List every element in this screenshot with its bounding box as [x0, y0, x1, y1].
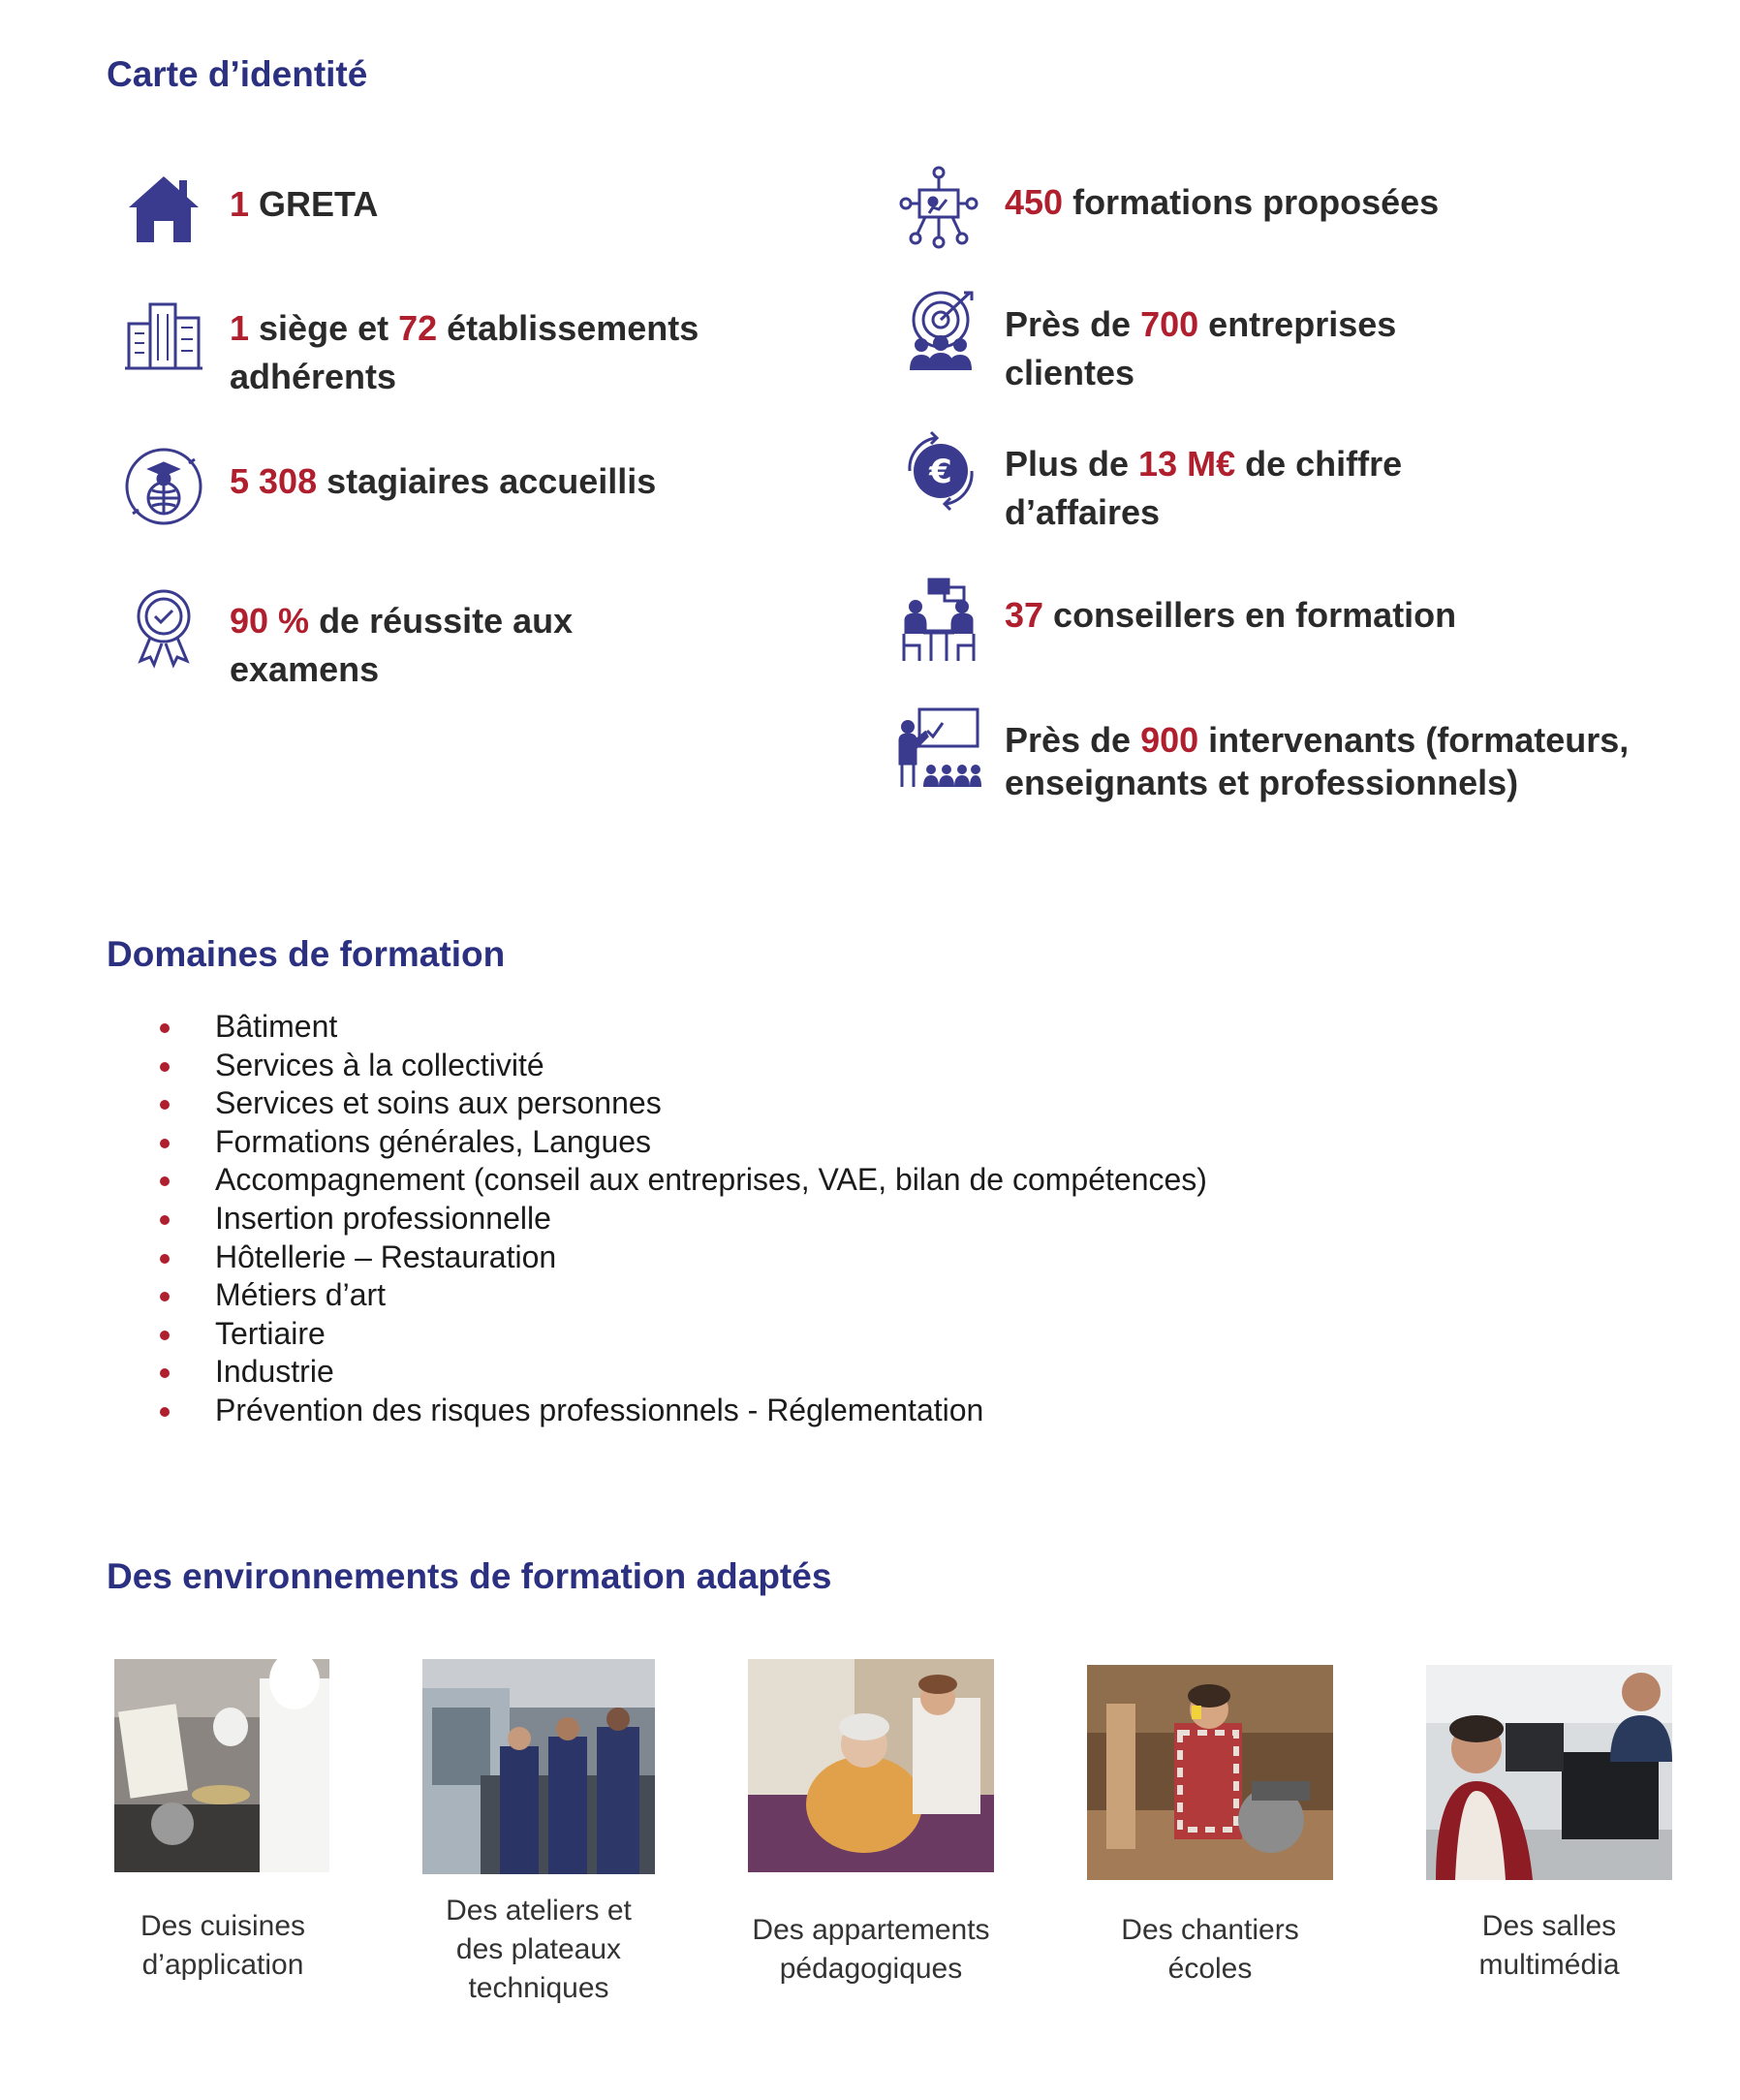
stat-label-line2: enseignants et professionnels) [1005, 763, 1519, 802]
stat-trainees [121, 444, 656, 529]
kitchen-photo [114, 1659, 329, 1872]
env-caption-construction: Des chantiers écoles [1121, 1914, 1299, 1985]
stat-label-line2: examens [230, 649, 380, 689]
list-item: Insertion professionnelle [145, 1200, 1207, 1238]
network-presenter-icon [896, 165, 981, 250]
stat-label: siège et [249, 308, 399, 348]
stat-revenue [896, 426, 1402, 537]
stat-value: 5 308 [230, 461, 318, 501]
multimedia-photo [1426, 1665, 1672, 1880]
stat-label-line2: adhérents [230, 357, 397, 396]
svg-text:€: € [929, 453, 952, 491]
stat-prefix: Plus de [1005, 444, 1139, 484]
stat-label: conseillers en formation [1043, 595, 1457, 635]
meeting-icon [896, 578, 981, 663]
house-icon [121, 167, 206, 252]
stat-value: 1 [230, 184, 250, 224]
env-caption-multimedia: Des salles multimédia [1478, 1910, 1620, 1981]
stat-value: 37 [1005, 595, 1044, 635]
list-item: Prévention des risques professionnels - Réglementation [145, 1392, 1207, 1430]
stat-label-line2: d’affaires [1005, 492, 1161, 532]
list-item: Formations générales, Langues [145, 1123, 1207, 1162]
construction-photo [1087, 1665, 1333, 1880]
workshop-photo [422, 1659, 655, 1874]
list-item: Services à la collectivité [145, 1047, 1207, 1085]
list-item: Métiers d’art [145, 1276, 1207, 1315]
stat-value: 13 M€ [1138, 444, 1236, 484]
stat-label: GRETA [249, 184, 379, 224]
stat-prefix: Près de [1005, 304, 1141, 344]
stat-value: 90 % [230, 601, 310, 641]
stat-trainings [896, 165, 1439, 250]
list-item: Accompagnement (conseil aux entreprises, VAE, bilan de compétences) [145, 1161, 1207, 1200]
graduate-globe-icon [121, 444, 206, 529]
euro-cycle-icon [896, 426, 981, 512]
stat-label: entreprises [1198, 304, 1397, 344]
list-item: Hôtellerie – Restauration [145, 1238, 1207, 1277]
stat-value: 450 [1005, 182, 1064, 222]
list-item: Tertiaire [145, 1315, 1207, 1354]
stat-companies [896, 287, 1396, 397]
domains-title: Domaines de formation [107, 934, 506, 974]
stat-label-line2: clientes [1005, 353, 1135, 392]
stat-value: 700 [1140, 304, 1199, 344]
stat-label: de chiffre [1235, 444, 1403, 484]
list-item: Industrie [145, 1353, 1207, 1392]
stat-value-2: 72 [398, 308, 438, 348]
environments-title: Des environnements de formation adaptés [107, 1556, 832, 1596]
identity-title: Carte d’identité [107, 54, 368, 94]
env-caption-kitchen: Des cuisines d’application [140, 1910, 306, 1981]
stat-value: 1 [230, 308, 250, 348]
list-item: Bâtiment [145, 1008, 1207, 1047]
buildings-icon [121, 291, 206, 376]
env-caption-workshop: Des ateliers et des plateaux techniques [446, 1895, 632, 2004]
stat-label: formations proposées [1063, 182, 1440, 222]
stat-advisors [896, 578, 1456, 663]
stat-value: 900 [1140, 720, 1199, 760]
stat-label: intervenants (formateurs, [1198, 720, 1630, 760]
list-item: Services et soins aux personnes [145, 1084, 1207, 1123]
teacher-audience-icon [896, 705, 981, 791]
stat-label: de réussite aux [309, 601, 574, 641]
stat-prefix: Près de [1005, 720, 1141, 760]
stat-sites [121, 291, 699, 401]
domains-list [145, 1008, 1207, 1430]
stat-success [121, 583, 573, 694]
target-group-icon [896, 287, 981, 372]
stat-greta [121, 167, 378, 252]
apartment-photo [748, 1659, 994, 1872]
stat-instructors [896, 705, 1629, 804]
env-caption-apartment: Des appartements pédagogiques [752, 1914, 990, 1985]
stat-label: stagiaires accueillis [317, 461, 657, 501]
award-ribbon-icon [121, 583, 206, 669]
stat-label-rest: établissements [437, 308, 699, 348]
